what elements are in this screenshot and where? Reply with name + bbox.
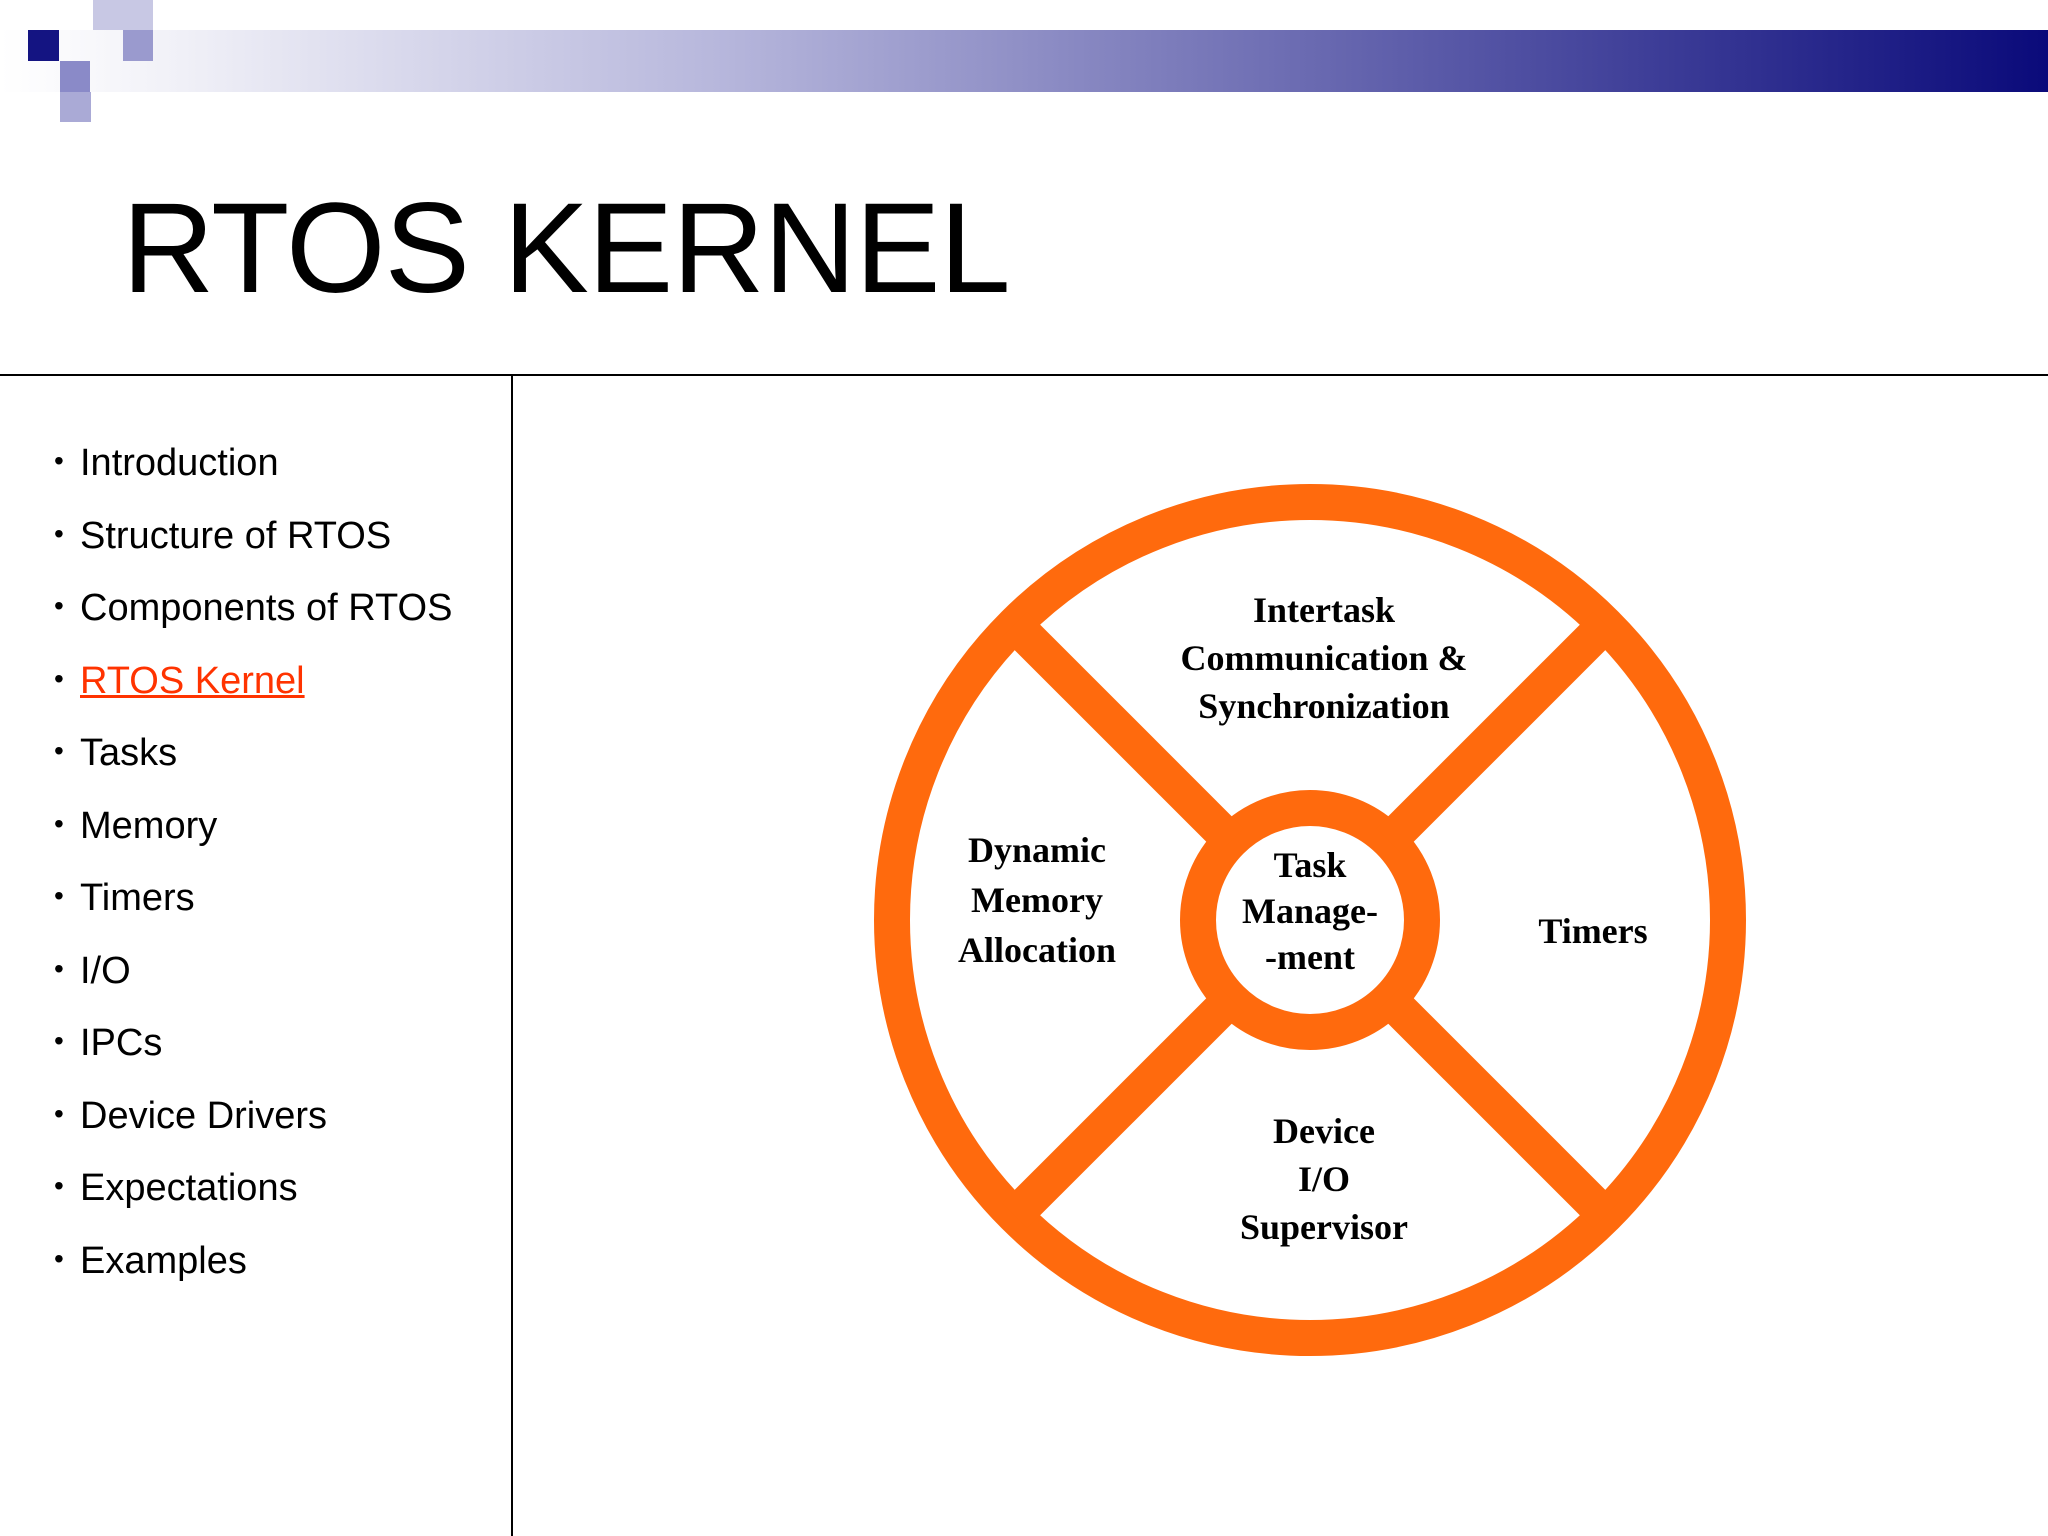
nav-item-label: Device Drivers xyxy=(80,1094,328,1137)
nav-item-label: IPCs xyxy=(80,1022,163,1064)
decor-square-light xyxy=(60,92,91,122)
nav-item-i-o[interactable] xyxy=(52,936,452,1009)
bullet-icon: • xyxy=(54,1170,64,1201)
nav-item-label: Structure of RTOS xyxy=(80,514,392,557)
nav-item-label[interactable]: RTOS Kernel xyxy=(80,659,305,702)
nav-item-timers[interactable] xyxy=(52,863,452,936)
bullet-icon: • xyxy=(54,662,64,694)
bullet-icon: • xyxy=(54,1242,64,1274)
nav-item-introduction[interactable] xyxy=(52,428,452,501)
nav-item-structure-of-rtos[interactable] xyxy=(52,501,452,574)
label-center-line-1: Task xyxy=(1273,845,1347,885)
label-bottom-line-2: I/O xyxy=(1297,1159,1351,1199)
decor-square-mid xyxy=(123,30,153,61)
bullet-icon: • xyxy=(54,590,64,621)
nav-item-tasks[interactable] xyxy=(52,718,452,791)
label-top-line-2: Communication & xyxy=(1180,638,1468,678)
label-right-line-1: Timers xyxy=(1538,911,1648,951)
nav-item-label: Components of RTOS xyxy=(80,587,453,629)
nav-item-rtos-kernel[interactable] xyxy=(52,646,452,719)
nav-item-label: Expectations xyxy=(80,1167,298,1209)
nav-item-label: Examples xyxy=(80,1239,247,1282)
bullet-icon: • xyxy=(54,807,64,839)
nav-item-examples[interactable] xyxy=(52,1226,452,1299)
bullet-icon: • xyxy=(54,735,64,766)
bullet-icon: • xyxy=(54,517,64,549)
nav-item-label: Tasks xyxy=(80,732,178,774)
header-gradient-band xyxy=(0,30,2048,92)
nav-item-ipcs[interactable] xyxy=(52,1008,452,1081)
nav-item-device-drivers[interactable] xyxy=(52,1081,452,1154)
sidebar-divider xyxy=(511,374,513,1536)
bullet-icon: • xyxy=(54,1097,64,1129)
label-top-line-3: Synchronization xyxy=(1198,686,1450,726)
title-divider xyxy=(0,374,2048,376)
bullet-icon: • xyxy=(54,952,64,984)
decor-square-light xyxy=(93,0,153,30)
label-center-line-3: -ment xyxy=(1265,937,1355,977)
nav-item-label: Memory xyxy=(80,804,218,847)
nav-item-label: I/O xyxy=(80,949,131,992)
nav-item-label: Timers xyxy=(80,877,195,919)
nav-item-label: Introduction xyxy=(80,442,279,484)
decor-square-dark xyxy=(28,30,59,61)
nav-item-components-of-rtos[interactable] xyxy=(52,573,452,646)
decor-square-mid xyxy=(60,61,90,92)
label-left-line-3: Allocation xyxy=(958,930,1116,970)
label-top-line-1: Intertask xyxy=(1253,590,1395,630)
label-bottom-line-3: Supervisor xyxy=(1239,1207,1409,1247)
label-left-line-1: Dynamic xyxy=(968,830,1106,870)
slide-title: RTOS KERNEL xyxy=(122,177,1010,320)
label-center-line-2: Manage- xyxy=(1242,891,1378,931)
label-left-line-2: Memory xyxy=(971,880,1103,920)
bullet-icon: • xyxy=(54,1025,64,1056)
nav-item-expectations[interactable] xyxy=(52,1153,452,1226)
kernel-diagram xyxy=(860,470,1760,1370)
nav-item-memory[interactable] xyxy=(52,791,452,864)
spoke-1 xyxy=(1389,999,1605,1215)
bullet-icon: • xyxy=(54,445,64,476)
spoke-2 xyxy=(1014,999,1230,1215)
bullet-icon: • xyxy=(54,880,64,911)
label-bottom-line-1: Device xyxy=(1273,1111,1375,1151)
outline-nav xyxy=(52,428,452,1298)
